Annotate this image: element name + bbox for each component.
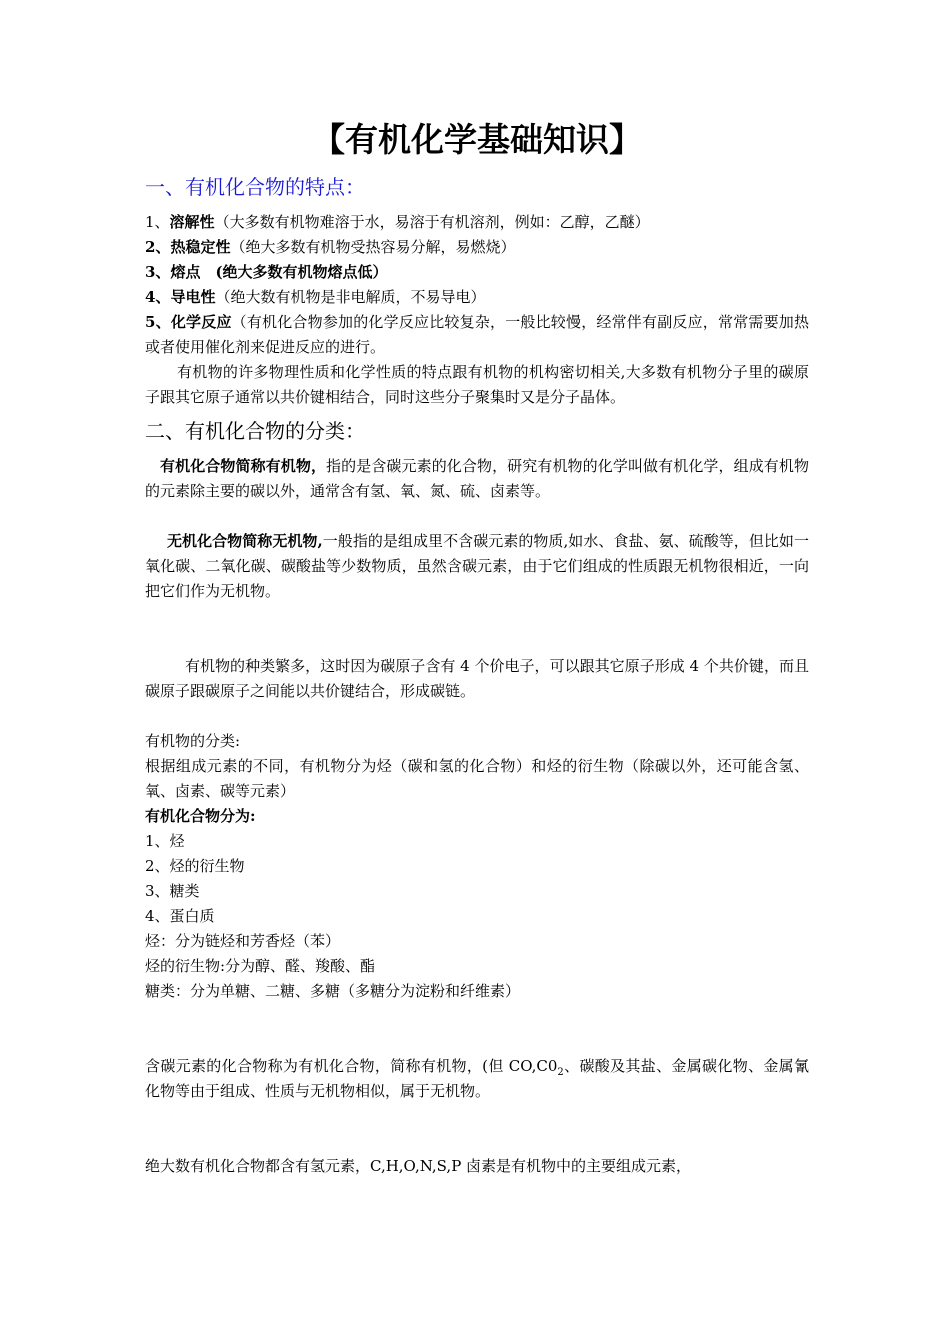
structure-note: 有机物的许多物理性质和化学性质的特点跟有机物的机构密切相关,大多数有机物分子里的碳原子跟其它原子通常以共价键相结合，同时这些分子聚集时又是分子晶体。: [145, 363, 809, 406]
feature-desc: (绝大多数有机物熔点低）: [200, 263, 388, 281]
feature-num: 4、: [145, 288, 171, 306]
variety-paragraph: 有机物的种类繁多，这时因为碳原子含有 4 个价电子，可以跟其它原子形成 4 个共价键，而且碳原子跟碳原子之间能以共价键结合，形成碳链。: [145, 657, 809, 700]
section1-heading: 一、有机化合物的特点：: [145, 175, 365, 199]
feature-desc: （绝大数有机物是非电解质，不易导电）: [215, 288, 486, 306]
group-item: 2、烃的衍生物: [145, 857, 245, 875]
classify-label: 有机物的分类:: [145, 732, 241, 750]
document-content: [145, 118, 809, 1179]
section2-heading: 二、有机化合物的分类：: [145, 419, 365, 443]
feature-term: 导电性: [170, 288, 216, 306]
feature-num: 3、: [145, 263, 171, 281]
feature-desc: （绝大多数有机物受热容易分解，易燃烧）: [230, 238, 516, 256]
inorganic-desc: 一般指的是组成里不含碳元素的物质,如水、食盐、氨、硫酸等，但比如一氧化碳、二氧化碳、碳酸盐等少数物质，虽然含碳元素，由于它们组成的性质跟无机物很相近，一向把它们作为无机物。: [145, 532, 809, 600]
inorganic-definition: [145, 529, 809, 604]
carbon-text-end: 、碳酸及其盐、金属碳化物、金属氰化物等由于组成、性质与无机物相似，属于无机物。: [145, 1057, 809, 1100]
group-item: 3、糖类: [145, 882, 200, 900]
detail-item: 烃：分为链烃和芳香烃（苯）: [145, 932, 341, 950]
feature-item-5: [145, 310, 809, 360]
carbon-text-start: 含碳元素的化合物称为有机化合物，简称有机物，(但 CO,C0: [145, 1057, 558, 1075]
feature-desc: （有机化合物参加的化学反应比较复杂，一般比较慢，经常伴有副反应，常常需要加热或者使用催化剂来促进反应的进行。: [145, 313, 809, 356]
organic-term: 有机化合物简称有机物，: [160, 457, 327, 475]
carbon-compounds-paragraph: [145, 1054, 809, 1104]
document-title: 【有机化学基础知识】: [312, 120, 642, 159]
feature-num: 5、: [145, 313, 171, 331]
feature-item-4: [145, 285, 809, 310]
feature-term: 化学反应: [170, 313, 232, 331]
feature-num: 2、: [145, 238, 171, 256]
organic-definition: [145, 454, 809, 504]
feature-term: 热稳定性: [170, 238, 231, 256]
feature-num: 1、: [145, 213, 170, 231]
elements-paragraph: 绝大数有机化合物都含有氢元素，C,H,O,N,S,P 卤素是有机物中的主要组成元素，: [145, 1157, 692, 1175]
groups-label: 有机化合物分为:: [145, 807, 256, 825]
feature-item-1: [145, 210, 809, 235]
classify-desc: 根据组成元素的不同，有机物分为烃（碳和氢的化合物）和烃的衍生物（除碳以外，还可能含氢、氧、卤素、碳等元素）: [145, 757, 809, 800]
group-item: 1、烃: [145, 832, 185, 850]
group-item: 4、蛋白质: [145, 907, 215, 925]
feature-item-3: [145, 260, 809, 285]
detail-item: 烃的衍生物:分为醇、醛、羧酸、酯: [145, 957, 376, 975]
feature-item-2: [145, 235, 809, 260]
feature-desc: （大多数有机物难溶于水，易溶于有机溶剂，例如：乙醇，乙醚）: [214, 213, 650, 231]
detail-item: 糖类：分为单糖、二糖、多糖（多糖分为淀粉和纤维素）: [145, 982, 521, 1000]
feature-term: 熔点: [170, 263, 201, 281]
feature-term: 溶解性: [169, 213, 215, 231]
organic-desc: 指的是含碳元素的化合物，研究有机物的化学叫做有机化学，组成有机物的元素除主要的碳以外，通常含有氢、氧、氮、硫、卤素等。: [145, 457, 809, 500]
inorganic-term: 无机化合物简称无机物,: [167, 532, 323, 550]
subscript: 2: [557, 1067, 564, 1078]
